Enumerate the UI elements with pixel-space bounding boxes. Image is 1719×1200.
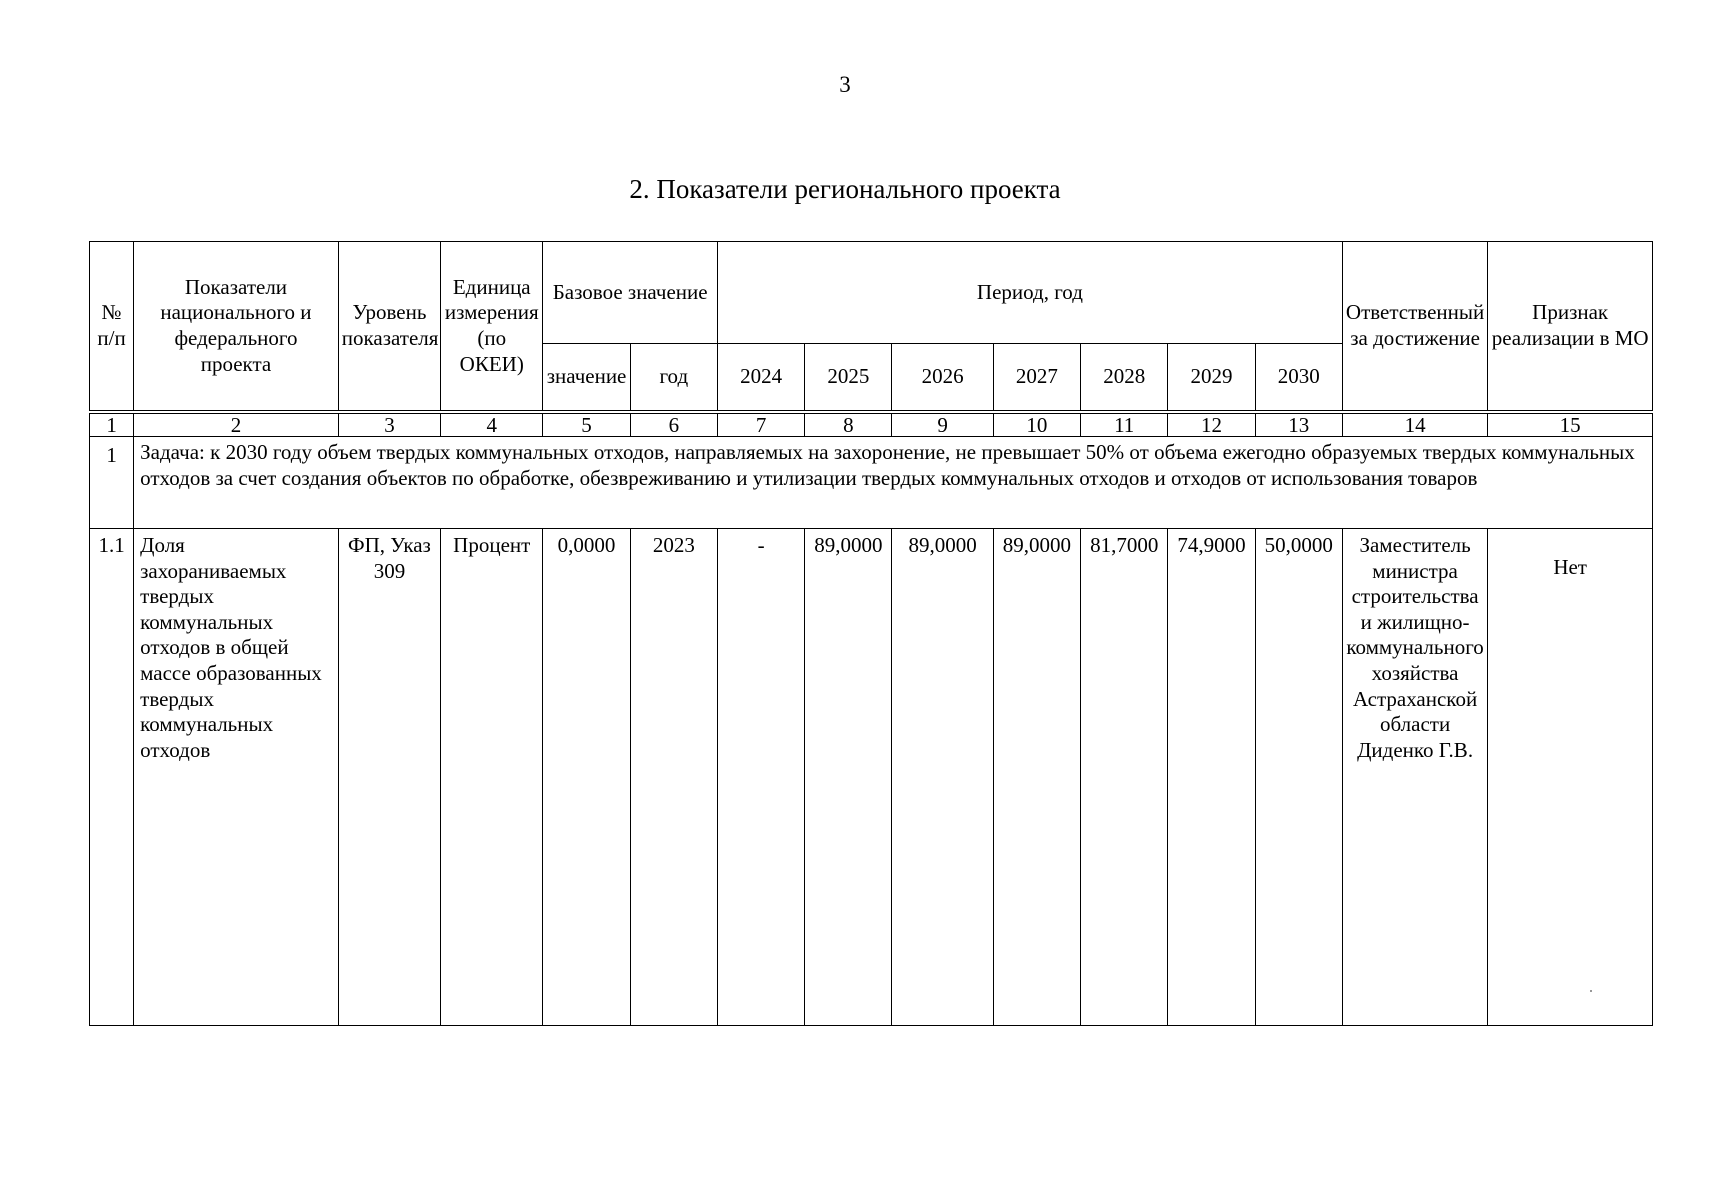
- indicators-table: [89, 241, 1653, 1026]
- row-number: 1.1: [90, 529, 134, 1026]
- column-number: 4: [441, 412, 543, 437]
- column-number: 15: [1488, 412, 1653, 437]
- column-number: 2: [134, 412, 339, 437]
- header-base-sub-value: значение: [543, 344, 630, 413]
- row-indicator: Доля захораниваемых твердых коммунальных отходов в общей массе образованных твердых коммунальных отходов: [134, 529, 339, 1026]
- task-text: Задача: к 2030 году объем твердых коммунальных отходов, направляемых на захоронение, не превышает 50% от объема ежегодно образуемых твердых коммунальных отходов за счет создания объектов по обработке, обезвреживанию и утилизации твердых коммунальных отходов и отходов от использования товаров: [134, 437, 1653, 529]
- column-number: 11: [1081, 412, 1168, 437]
- column-number: 10: [993, 412, 1080, 437]
- header-year: 2025: [805, 344, 892, 413]
- header-mo-flag: Признак реализации в МО: [1488, 242, 1653, 413]
- section-title: 2. Показатели регионального проекта: [629, 174, 1061, 204]
- header-base-sub-year: год: [630, 344, 717, 413]
- column-number-row: [90, 412, 1653, 437]
- header-row: [90, 242, 1653, 344]
- row-value-2027: 89,0000: [993, 529, 1080, 1026]
- header-indicator: Показатели национального и федерального проекта: [134, 242, 339, 413]
- header-unit: Единица измерения (по ОКЕИ): [441, 242, 543, 413]
- task-row: [90, 437, 1653, 529]
- column-number: 6: [630, 412, 717, 437]
- row-base-value: 0,0000: [543, 529, 630, 1026]
- header-year: 2027: [993, 344, 1080, 413]
- column-number: 14: [1342, 412, 1487, 437]
- column-number: 5: [543, 412, 630, 437]
- row-base-year: 2023: [630, 529, 717, 1026]
- header-year: 2026: [892, 344, 993, 413]
- row-unit: Процент: [441, 529, 543, 1026]
- row-value-2028: 81,7000: [1081, 529, 1168, 1026]
- header-responsible: Ответственный за достижение: [1342, 242, 1487, 413]
- column-number: 7: [717, 412, 804, 437]
- header-year: 2030: [1255, 344, 1342, 413]
- column-number: 1: [90, 412, 134, 437]
- table-row: [90, 529, 1653, 1026]
- column-number: 3: [338, 412, 440, 437]
- row-value-2026: 89,0000: [892, 529, 993, 1026]
- header-year: 2024: [717, 344, 804, 413]
- column-number: 9: [892, 412, 993, 437]
- task-number: 1: [90, 437, 134, 529]
- column-number: 13: [1255, 412, 1342, 437]
- header-num: № п/п: [90, 242, 134, 413]
- row-value-2025: 89,0000: [805, 529, 892, 1026]
- page-number: 3: [839, 72, 851, 97]
- column-number: 8: [805, 412, 892, 437]
- header-base-value: Базовое значение: [543, 242, 718, 344]
- row-level: ФП, Указ 309: [338, 529, 440, 1026]
- scan-speck: [1590, 990, 1592, 992]
- row-value-2030: 50,0000: [1255, 529, 1342, 1026]
- row-responsible: Заместитель министра строительства и жилищно-коммунального хозяйства Астраханской области Диденко Г.В.: [1342, 529, 1487, 1026]
- header-level: Уровень показателя: [338, 242, 440, 413]
- row-value-2029: 74,9000: [1168, 529, 1255, 1026]
- header-year: 2028: [1081, 344, 1168, 413]
- column-number: 12: [1168, 412, 1255, 437]
- header-period: Период, год: [717, 242, 1342, 344]
- header-year: 2029: [1168, 344, 1255, 413]
- row-mo-flag: Нет: [1488, 529, 1653, 1026]
- row-value-2024: -: [717, 529, 804, 1026]
